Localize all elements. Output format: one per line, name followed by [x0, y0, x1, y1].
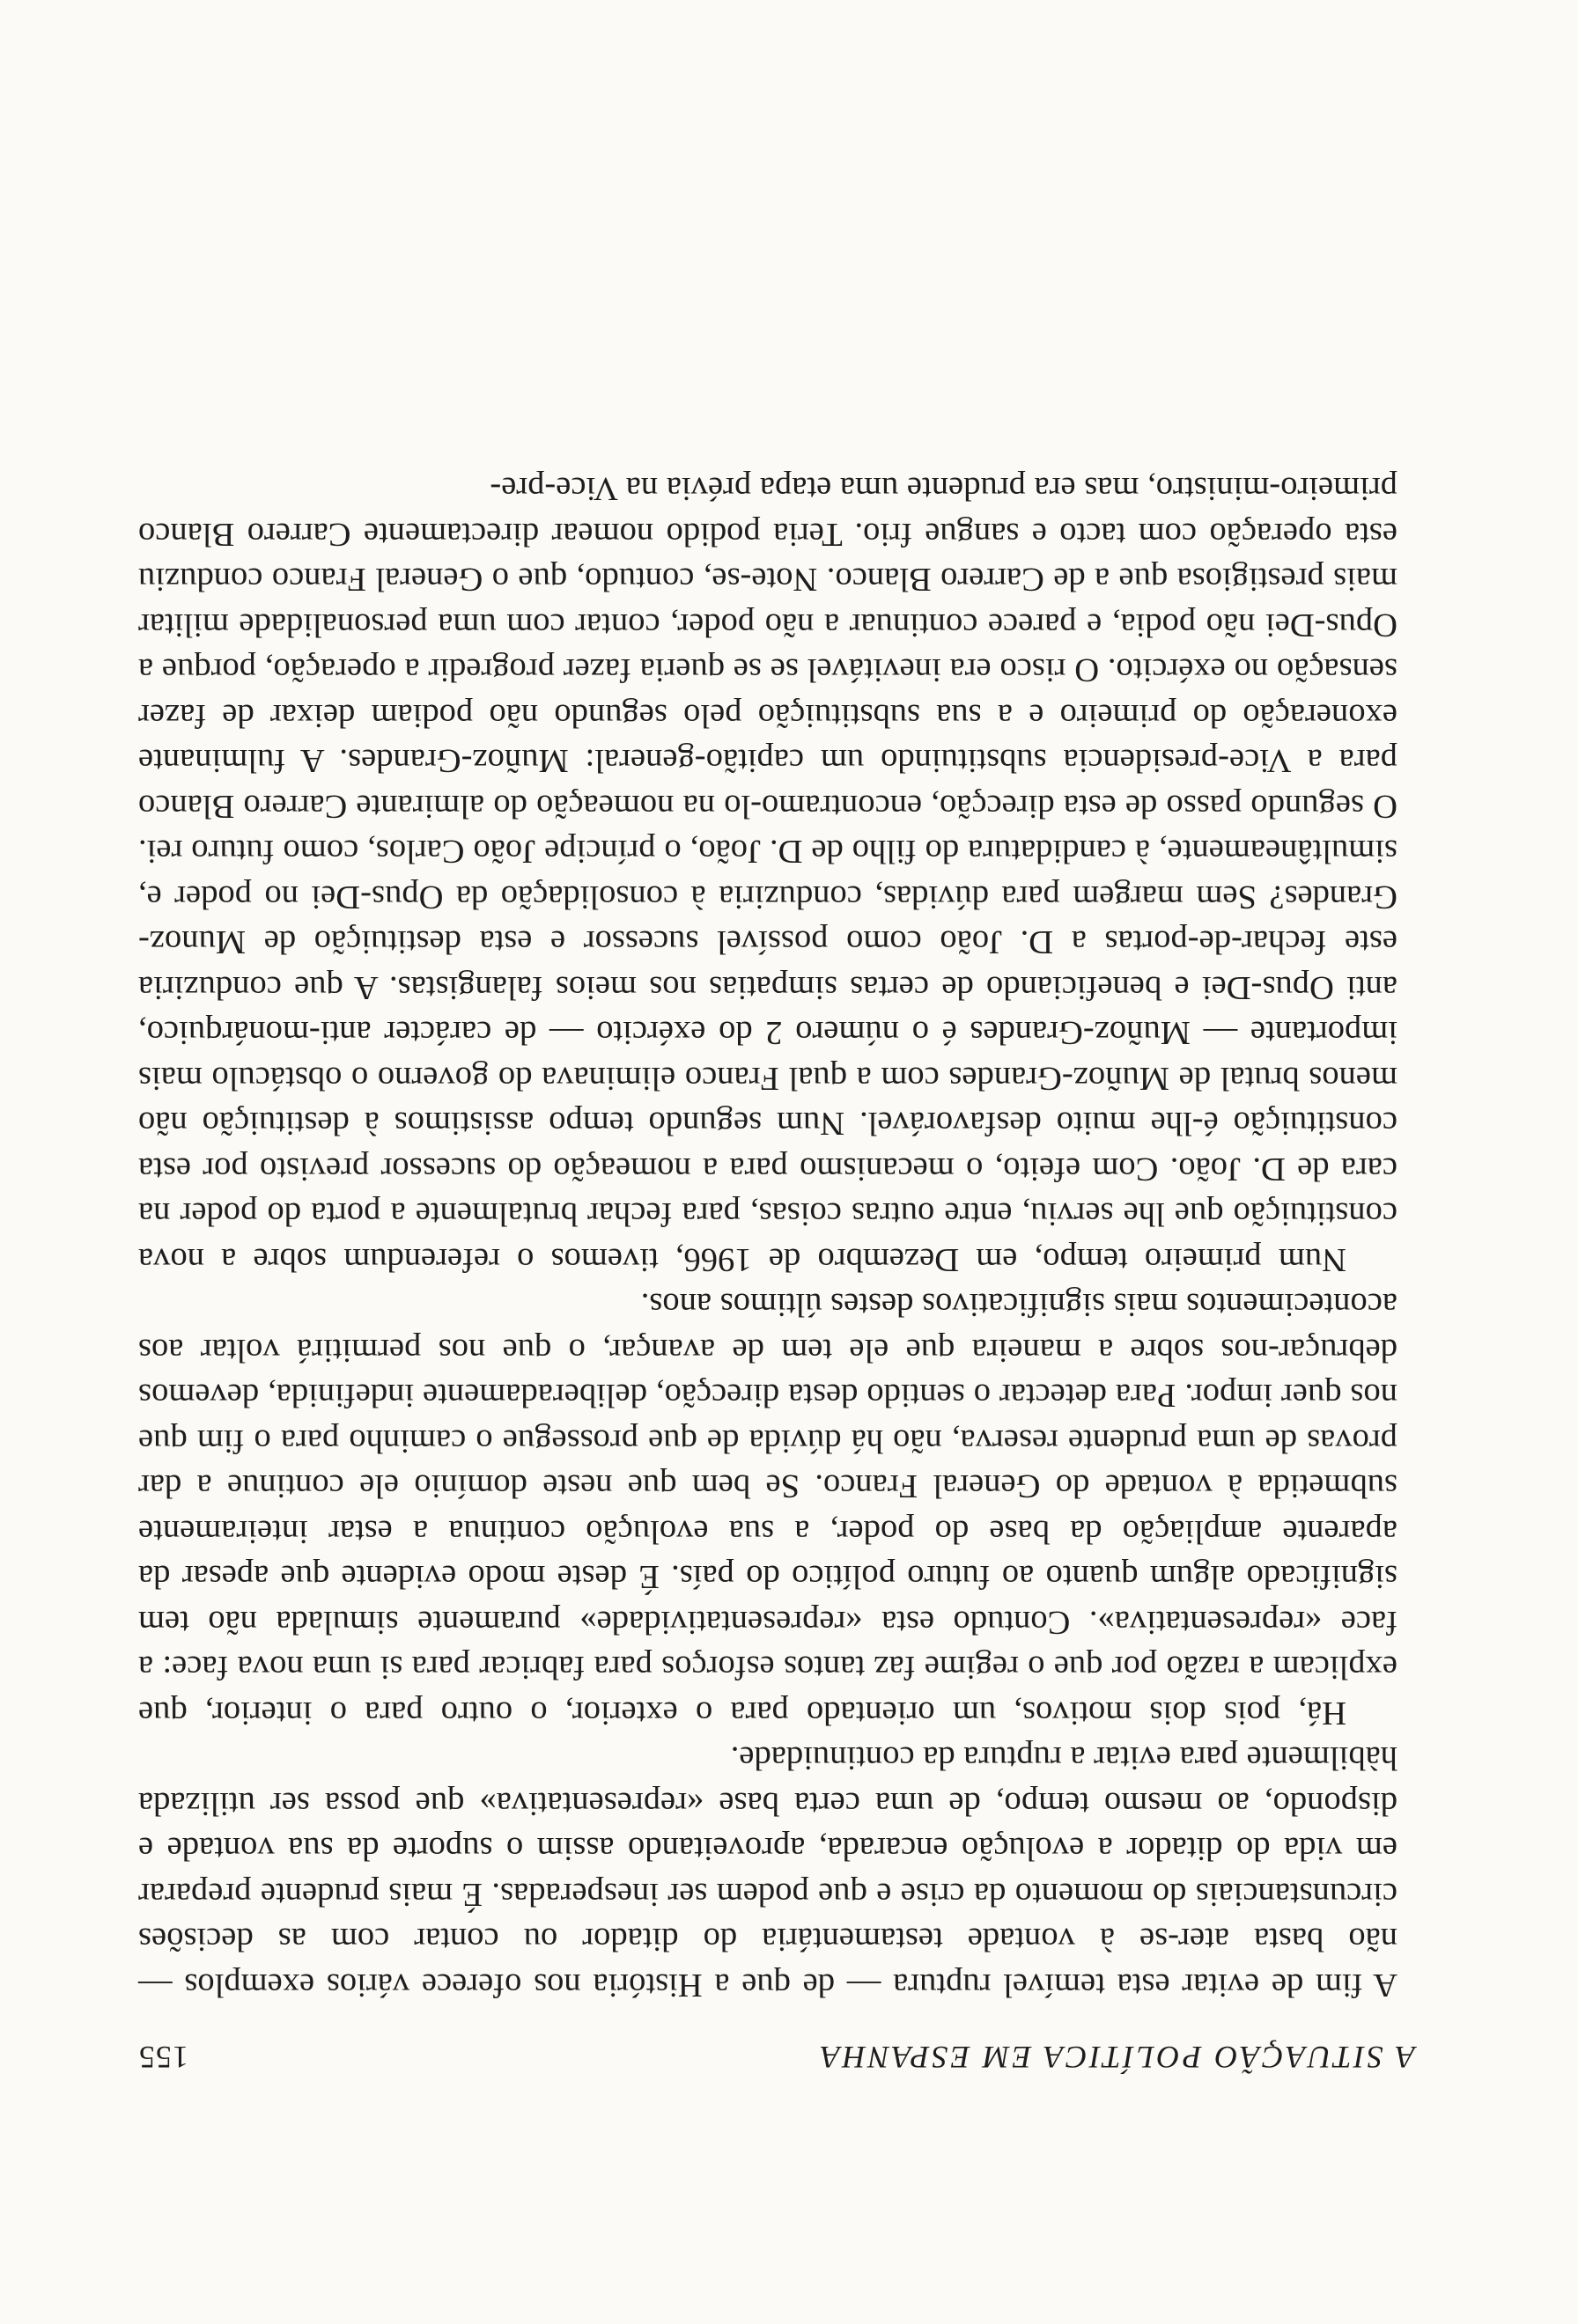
paragraph-2: Há, pois dois motivos, um orientado para o exterior, o outro para o interior, que explicam a razão por que o regime faz tantos esforços para fabricar para si uma nova face: a face «representativa». Contudo esta «representatividade» puramente simulada não tem significado algum quanto ao futuro político do país. É deste modo evidente que apesar da aparente ampliação da base do poder, a sua evolução continua a estar inteiramente submetida à vontade do General Franco. Se bem que neste domínio ele continue a dar provas de uma prudente reserva, não há dúvida de que prossegue o caminho para o fim que nos quer impor. Para detectar o sentido desta direcção, deliberadamente indefinida, devemos debruçar-nos sobre a maneira que ele tem de avançar, o que nos permitirá voltar aos acontecimentos mais significativos destes últimos anos. — [138, 1286, 1397, 1732]
paragraph-3: Num primeiro tempo, em Dezembro de 1966, tivemos o referendum sobre a nova constituição que lhe serviu, entre outras coisas, para fechar brutalmente a porta do poder na cara de D. João. Com efeito, o mecanismo para a nomeação do sucessor previsto por esta constituição é-lhe muito desfavorável. Num segundo tempo assistimos à destituição não menos brutal de Muñoz-Grandes com a qual Franco eliminava do governo o obstáculo mais importante — Muñoz-Grandes é o número 2 do exército — de carácter anti-monárquico, anti Opus-Dei e beneficiando de certas simpatias nos meios falangistas. A que conduziria este fechar-de-portas a D. João como possível sucessor e esta destituição de Munoz-Grandes? Sem margem para dúvidas, conduziria à consolidação da Opus-Dei no poder e, simultâneamente, à candidatura do filho de D. João, o príncipe João Carlos, como futuro rei. O segundo passo de esta direcção, encontramo-lo na nomeação do almirante Carrero Blanco para a Vice-presidencia substituindo um capitão-general: Muñoz-Grandes. A fulminante exoneração do primeiro e a sua substituição pelo segundo não podiam deixar de fazer sensação no exército. O risco era inevitável se se queria fazer progredir a operação, porque a Opus-Dei não podia, e parece continuar a não poder, contar com uma personalidade militar mais prestigiosa que a de Carrero Blanco. Note-se, contudo, que o General Franco conduziu esta operação com tacto e sangue frio. Teria podido nomear directamente Carrero Blanco primeiro-ministro, mas era prudente uma etapa prévia na Vice-pre- — [138, 470, 1397, 1278]
body-text — [138, 466, 1397, 2007]
page-header — [138, 2032, 1415, 2076]
page-number: 155 — [138, 2040, 188, 2075]
paragraph-1: A fim de evitar esta temível ruptura — de que a História nos oferece vários exemplos — não basta ater-se à vontade testamentária do ditador ou contar com as decisões circunstanciais do momento da crise e que podem ser inesperadas. É mais prudente preparar em vida do ditador a evolução encarada, aproveitando assim o suporte da sua vontade e dispondo, ao mesmo tempo, de uma certa base «representativa» que possa ser utilizada hàbilmente para evitar a ruptura da continuidade. — [138, 1739, 1397, 2004]
running-head: A SITUAÇÃO POLÍTICA EM ESPANHA — [817, 2040, 1415, 2075]
